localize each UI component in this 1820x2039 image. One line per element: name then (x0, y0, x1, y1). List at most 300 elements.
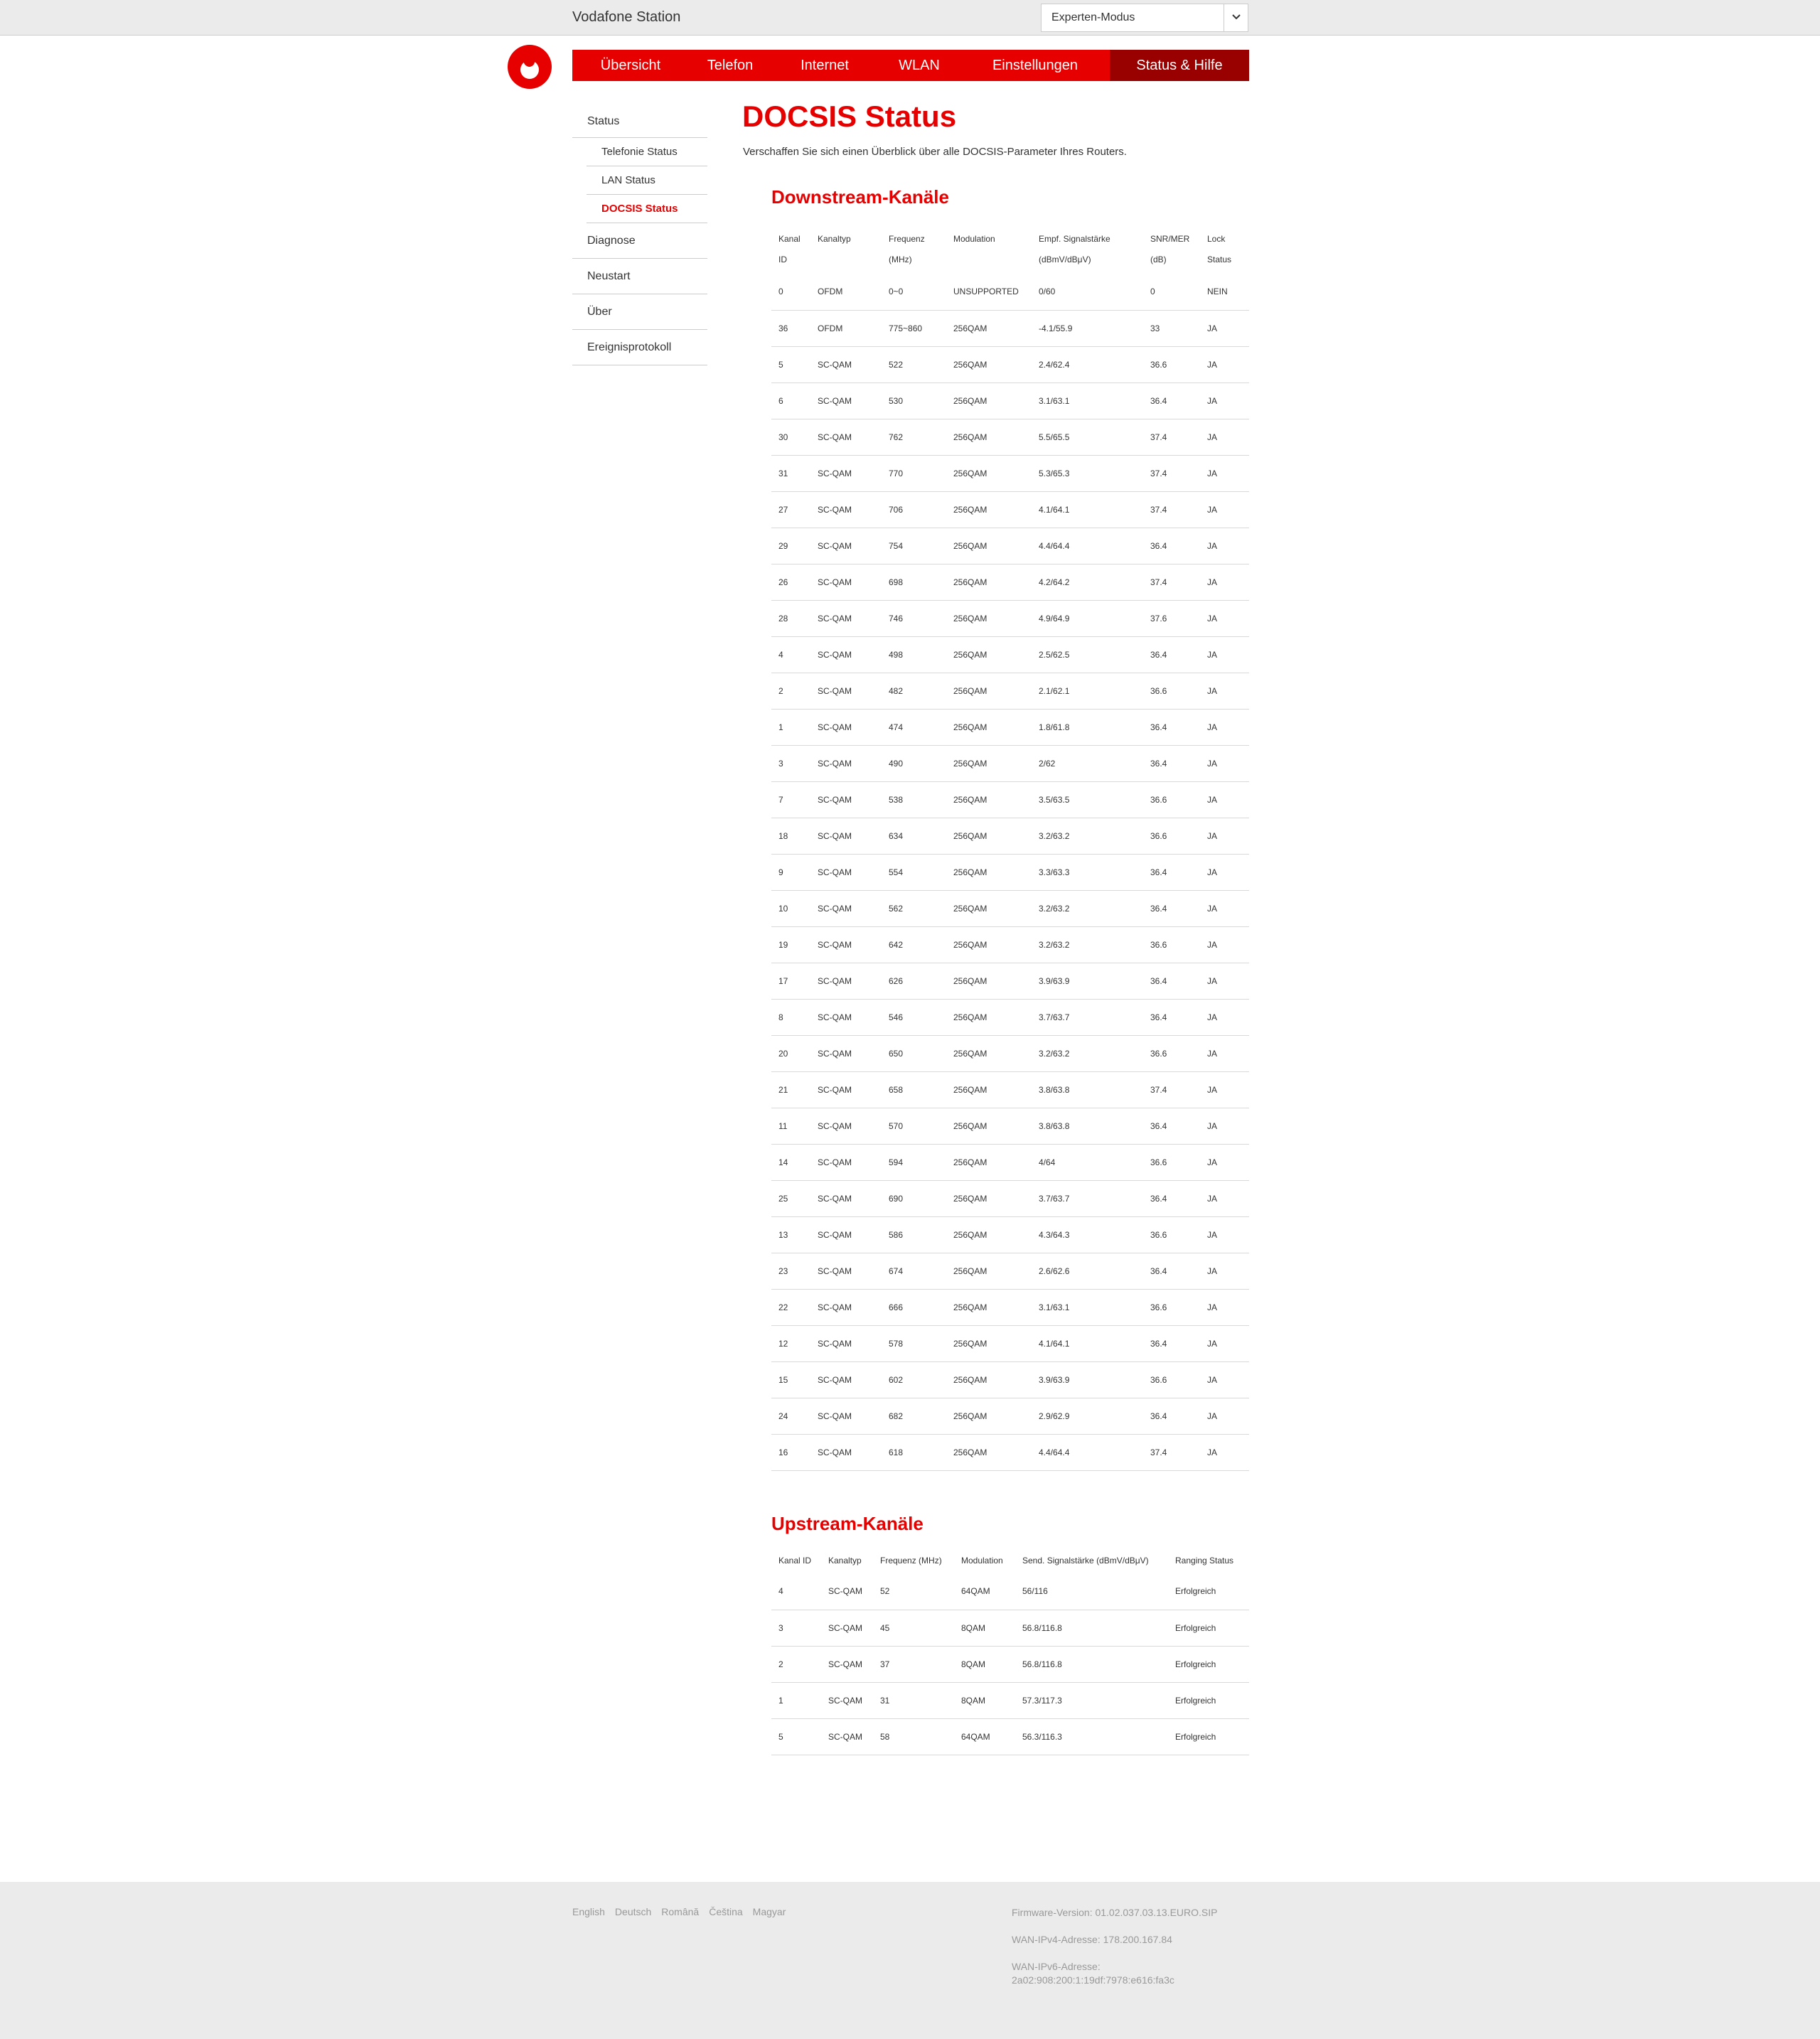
upstream-cell: 64QAM (954, 1573, 1015, 1610)
downstream-cell: JA (1200, 1144, 1249, 1180)
downstream-cell: 36.4 (1143, 854, 1200, 890)
downstream-row (771, 781, 1249, 818)
downstream-cell: 27 (771, 491, 810, 528)
header-line (953, 250, 1032, 270)
upstream-cell: 31 (873, 1682, 954, 1718)
app-title: Vodafone Station (572, 9, 681, 25)
header-line: ID (778, 255, 787, 264)
upstream-header-cell: Kanal ID (778, 1555, 812, 1566)
header-line: Kanal (778, 234, 801, 244)
downstream-cell: JA (1200, 1180, 1249, 1216)
downstream-cell: 4 (771, 636, 810, 673)
downstream-row (771, 1434, 1249, 1470)
downstream-cell: 3.2/63.2 (1032, 926, 1143, 963)
chevron-down-icon (1231, 14, 1241, 21)
downstream-cell: 2.9/62.9 (1032, 1398, 1143, 1434)
downstream-cell: SC-QAM (810, 1108, 882, 1144)
downstream-cell: 3.3/63.3 (1032, 854, 1143, 890)
vodafone-logo[interactable] (508, 45, 552, 89)
downstream-cell: JA (1200, 310, 1249, 346)
downstream-cell: JA (1200, 1398, 1249, 1434)
tab-internet[interactable]: Internet (801, 57, 849, 73)
downstream-cell: 4.3/64.3 (1032, 1216, 1143, 1253)
downstream-row (771, 1361, 1249, 1398)
language-link[interactable]: English (572, 1906, 605, 1917)
downstream-cell: SC-QAM (810, 999, 882, 1035)
downstream-cell: 4.4/64.4 (1032, 528, 1143, 564)
downstream-cell: SC-QAM (810, 419, 882, 455)
upstream-header-cell: Frequenz (MHz) (880, 1555, 942, 1566)
downstream-row (771, 310, 1249, 346)
downstream-cell: 490 (882, 745, 946, 781)
downstream-cell: SC-QAM (810, 455, 882, 491)
downstream-header-cell (1032, 225, 1143, 274)
downstream-cell: 256QAM (946, 709, 1032, 745)
upstream-row (771, 1718, 1249, 1755)
mode-select-toggle[interactable] (1224, 4, 1248, 31)
downstream-cell: 12 (771, 1325, 810, 1361)
downstream-cell: SC-QAM (810, 1253, 882, 1289)
downstream-cell: SC-QAM (810, 1434, 882, 1470)
sidebar (572, 105, 707, 365)
mode-select[interactable] (1041, 4, 1248, 32)
upstream-cell: SC-QAM (821, 1573, 873, 1610)
downstream-cell: SC-QAM (810, 346, 882, 382)
downstream-cell: 256QAM (946, 890, 1032, 926)
sidebar-item-neustart[interactable]: Neustart (572, 259, 707, 294)
downstream-cell: 256QAM (946, 419, 1032, 455)
sidebar-item-ueber[interactable]: Über (572, 294, 707, 330)
header-line (818, 250, 882, 270)
downstream-cell: 666 (882, 1289, 946, 1325)
sidebar-item-ereignisprotokoll[interactable]: Ereignisprotokoll (572, 330, 707, 365)
downstream-cell: 36.4 (1143, 528, 1200, 564)
downstream-cell: 618 (882, 1434, 946, 1470)
downstream-cell: 770 (882, 455, 946, 491)
sidebar-item-status[interactable]: Status (572, 105, 707, 138)
downstream-cell: 3.2/63.2 (1032, 1035, 1143, 1071)
downstream-cell: 36.6 (1143, 1035, 1200, 1071)
header-line: Lock (1207, 234, 1226, 244)
downstream-cell: 36.6 (1143, 1289, 1200, 1325)
upstream-cell: 8QAM (954, 1610, 1015, 1646)
downstream-cell: JA (1200, 745, 1249, 781)
page-description: Verschaffen Sie sich einen Überblick über alle DOCSIS-Parameter Ihres Routers. (743, 146, 1127, 158)
downstream-cell: 17 (771, 963, 810, 999)
upstream-cell: 1 (771, 1682, 821, 1718)
downstream-cell: 674 (882, 1253, 946, 1289)
downstream-cell: 22 (771, 1289, 810, 1325)
downstream-cell: 36.6 (1143, 926, 1200, 963)
downstream-cell: 37.4 (1143, 564, 1200, 600)
downstream-cell: 19 (771, 926, 810, 963)
downstream-cell: SC-QAM (810, 890, 882, 926)
sidebar-item-telefonie-status[interactable]: Telefonie Status (587, 138, 707, 166)
downstream-cell: JA (1200, 600, 1249, 636)
downstream-cell: 256QAM (946, 1289, 1032, 1325)
downstream-header-cell (946, 225, 1032, 274)
tab-uebersicht[interactable]: Übersicht (600, 57, 661, 73)
downstream-cell: 256QAM (946, 673, 1032, 709)
downstream-cell: 256QAM (946, 1216, 1032, 1253)
downstream-cell: 762 (882, 419, 946, 455)
downstream-cell: 7 (771, 781, 810, 818)
downstream-cell: 256QAM (946, 999, 1032, 1035)
downstream-cell: 3.8/63.8 (1032, 1071, 1143, 1108)
language-link[interactable]: Română (661, 1906, 700, 1917)
downstream-row (771, 926, 1249, 963)
upstream-cell: 56.3/116.3 (1015, 1718, 1168, 1755)
upstream-cell: SC-QAM (821, 1718, 873, 1755)
downstream-row (771, 564, 1249, 600)
downstream-cell: JA (1200, 455, 1249, 491)
downstream-cell: JA (1200, 999, 1249, 1035)
downstream-cell: 538 (882, 781, 946, 818)
downstream-cell: JA (1200, 818, 1249, 854)
downstream-cell: 18 (771, 818, 810, 854)
downstream-cell: SC-QAM (810, 854, 882, 890)
downstream-cell: 36.6 (1143, 781, 1200, 818)
downstream-cell: 3.7/63.7 (1032, 1180, 1143, 1216)
downstream-cell: 21 (771, 1071, 810, 1108)
downstream-cell: OFDM (810, 274, 882, 310)
downstream-cell: 36.6 (1143, 673, 1200, 709)
downstream-cell: SC-QAM (810, 1325, 882, 1361)
downstream-cell: 256QAM (946, 963, 1032, 999)
downstream-cell: SC-QAM (810, 1035, 882, 1071)
downstream-cell: 13 (771, 1216, 810, 1253)
upstream-cell: SC-QAM (821, 1610, 873, 1646)
downstream-row (771, 818, 1249, 854)
downstream-row (771, 600, 1249, 636)
downstream-cell: 602 (882, 1361, 946, 1398)
downstream-cell: 4.1/64.1 (1032, 491, 1143, 528)
upstream-cell: 3 (771, 1610, 821, 1646)
downstream-cell: 36.4 (1143, 1398, 1200, 1434)
downstream-cell: 698 (882, 564, 946, 600)
downstream-cell: 482 (882, 673, 946, 709)
header-line: SNR/MER (1150, 234, 1190, 244)
downstream-cell: 36 (771, 310, 810, 346)
upstream-header-cell: Modulation (961, 1555, 1003, 1566)
downstream-cell: 36.6 (1143, 1361, 1200, 1398)
language-link[interactable]: Deutsch (614, 1906, 652, 1917)
downstream-cell: 256QAM (946, 455, 1032, 491)
header-line: Frequenz (889, 234, 925, 244)
downstream-cell: JA (1200, 1289, 1249, 1325)
downstream-cell: 6 (771, 382, 810, 419)
downstream-row (771, 382, 1249, 419)
downstream-cell: 256QAM (946, 745, 1032, 781)
upstream-header-cell: Kanaltyp (828, 1555, 862, 1566)
downstream-cell: NEIN (1200, 274, 1249, 310)
downstream-cell: 0~0 (882, 274, 946, 310)
downstream-cell: JA (1200, 1216, 1249, 1253)
downstream-cell: JA (1200, 564, 1249, 600)
header-line: Modulation (953, 234, 995, 244)
downstream-cell: 642 (882, 926, 946, 963)
downstream-cell: 256QAM (946, 382, 1032, 419)
downstream-cell: SC-QAM (810, 1398, 882, 1434)
upstream-cell: Erfolgreich (1168, 1573, 1249, 1610)
upstream-cell: SC-QAM (821, 1646, 873, 1682)
downstream-cell: JA (1200, 781, 1249, 818)
downstream-cell: 690 (882, 1180, 946, 1216)
downstream-cell: 578 (882, 1325, 946, 1361)
downstream-header-cell (1143, 225, 1200, 274)
upstream-cell: 57.3/117.3 (1015, 1682, 1168, 1718)
downstream-row (771, 528, 1249, 564)
downstream-cell: 546 (882, 999, 946, 1035)
downstream-cell: 25 (771, 1180, 810, 1216)
upstream-cell: 4 (771, 1573, 821, 1610)
upstream-title: Upstream-Kanäle (771, 1513, 924, 1534)
upstream-header-row (771, 1548, 1249, 1573)
downstream-cell: JA (1200, 419, 1249, 455)
downstream-row (771, 890, 1249, 926)
wan-ipv6-label: WAN-IPv6-Adresse: (1012, 1961, 1101, 1972)
downstream-cell: SC-QAM (810, 818, 882, 854)
downstream-cell: JA (1200, 890, 1249, 926)
downstream-cell: 36.4 (1143, 1180, 1200, 1216)
downstream-cell: 1 (771, 709, 810, 745)
downstream-cell: 256QAM (946, 564, 1032, 600)
downstream-cell: JA (1200, 854, 1249, 890)
downstream-cell: JA (1200, 491, 1249, 528)
downstream-cell: 37.4 (1143, 419, 1200, 455)
downstream-cell: 20 (771, 1035, 810, 1071)
downstream-cell: 37.4 (1143, 1071, 1200, 1108)
downstream-cell: 256QAM (946, 1253, 1032, 1289)
language-link[interactable]: Magyar (752, 1906, 786, 1917)
downstream-cell: SC-QAM (810, 1180, 882, 1216)
downstream-cell: 23 (771, 1253, 810, 1289)
downstream-cell: 3 (771, 745, 810, 781)
downstream-cell: 706 (882, 491, 946, 528)
header-line: (dB) (1150, 255, 1167, 264)
downstream-cell: 36.6 (1143, 818, 1200, 854)
downstream-cell: 256QAM (946, 1035, 1032, 1071)
downstream-cell: 474 (882, 709, 946, 745)
downstream-cell: 256QAM (946, 310, 1032, 346)
downstream-cell: SC-QAM (810, 1361, 882, 1398)
downstream-cell: 2.1/62.1 (1032, 673, 1143, 709)
downstream-cell: 30 (771, 419, 810, 455)
downstream-cell: 256QAM (946, 636, 1032, 673)
downstream-row (771, 274, 1249, 310)
downstream-cell: 0/60 (1032, 274, 1143, 310)
downstream-header-cell (771, 225, 810, 274)
downstream-cell: JA (1200, 709, 1249, 745)
downstream-cell: 36.4 (1143, 890, 1200, 926)
downstream-cell: 650 (882, 1035, 946, 1071)
downstream-cell: 14 (771, 1144, 810, 1180)
downstream-cell: SC-QAM (810, 1216, 882, 1253)
downstream-header-cell (1200, 225, 1249, 274)
downstream-cell: 8 (771, 999, 810, 1035)
header-line: (dBmV/dBμV) (1039, 255, 1091, 264)
downstream-cell: 28 (771, 600, 810, 636)
language-links (572, 1906, 796, 1917)
downstream-cell: 256QAM (946, 1180, 1032, 1216)
downstream-cell: JA (1200, 1325, 1249, 1361)
downstream-cell: 11 (771, 1108, 810, 1144)
downstream-cell: SC-QAM (810, 1071, 882, 1108)
downstream-header-cell (810, 225, 882, 274)
downstream-cell: 0 (1143, 274, 1200, 310)
downstream-cell: 5.3/65.3 (1032, 455, 1143, 491)
wan-ipv6-address: 2a02:908:200:1:19df:7978:e616:fa3c (1012, 1974, 1174, 1986)
downstream-cell: 626 (882, 963, 946, 999)
downstream-cell: 634 (882, 818, 946, 854)
downstream-row (771, 1289, 1249, 1325)
downstream-cell: 570 (882, 1108, 946, 1144)
downstream-cell: 256QAM (946, 818, 1032, 854)
downstream-row (771, 709, 1249, 745)
downstream-cell: 754 (882, 528, 946, 564)
sidebar-item-docsis-status[interactable]: DOCSIS Status (587, 195, 707, 223)
upstream-cell: 56/116 (1015, 1573, 1168, 1610)
downstream-cell: 36.4 (1143, 745, 1200, 781)
downstream-cell: 1.8/61.8 (1032, 709, 1143, 745)
upstream-cell: 45 (873, 1610, 954, 1646)
downstream-cell: 256QAM (946, 1325, 1032, 1361)
downstream-cell: 498 (882, 636, 946, 673)
downstream-cell: 37.4 (1143, 455, 1200, 491)
main-nav (572, 50, 1249, 81)
downstream-cell: 256QAM (946, 926, 1032, 963)
downstream-cell: SC-QAM (810, 1144, 882, 1180)
downstream-cell: 36.4 (1143, 1325, 1200, 1361)
downstream-cell: SC-QAM (810, 745, 882, 781)
upstream-cell: 8QAM (954, 1682, 1015, 1718)
upstream-cell: 37 (873, 1646, 954, 1682)
downstream-cell: 2.4/62.4 (1032, 346, 1143, 382)
downstream-cell: 256QAM (946, 1071, 1032, 1108)
downstream-cell: 33 (1143, 310, 1200, 346)
upstream-cell: Erfolgreich (1168, 1682, 1249, 1718)
downstream-row (771, 854, 1249, 890)
firmware-version: Firmware-Version: 01.02.037.03.13.EURO.SIP (1012, 1907, 1218, 1918)
downstream-row (771, 1325, 1249, 1361)
downstream-table (771, 225, 1249, 1471)
downstream-cell: OFDM (810, 310, 882, 346)
downstream-cell: 29 (771, 528, 810, 564)
downstream-row (771, 1180, 1249, 1216)
downstream-cell: 256QAM (946, 1361, 1032, 1398)
mode-select-value: Experten-Modus (1051, 11, 1135, 23)
downstream-cell: 2.5/62.5 (1032, 636, 1143, 673)
downstream-cell: JA (1200, 1434, 1249, 1470)
tab-telefon[interactable]: Telefon (707, 57, 754, 73)
downstream-cell: 3.2/63.2 (1032, 818, 1143, 854)
header-line: (MHz) (889, 255, 912, 264)
downstream-cell: 256QAM (946, 1144, 1032, 1180)
downstream-cell: 37.4 (1143, 491, 1200, 528)
downstream-cell: 3.1/63.1 (1032, 1289, 1143, 1325)
downstream-cell: 37.4 (1143, 1434, 1200, 1470)
downstream-cell: 2.6/62.6 (1032, 1253, 1143, 1289)
upstream-row (771, 1646, 1249, 1682)
header-line: Status (1207, 255, 1232, 264)
downstream-cell: SC-QAM (810, 636, 882, 673)
header-line: Empf. Signalstärke (1039, 234, 1110, 244)
upstream-cell: SC-QAM (821, 1682, 873, 1718)
downstream-cell: 4.9/64.9 (1032, 600, 1143, 636)
downstream-cell: 658 (882, 1071, 946, 1108)
downstream-row (771, 346, 1249, 382)
downstream-cell: 256QAM (946, 528, 1032, 564)
upstream-cell: Erfolgreich (1168, 1646, 1249, 1682)
downstream-cell: 15 (771, 1361, 810, 1398)
downstream-cell: JA (1200, 1361, 1249, 1398)
downstream-cell: 3.9/63.9 (1032, 963, 1143, 999)
downstream-row (771, 1071, 1249, 1108)
downstream-cell: 36.4 (1143, 1108, 1200, 1144)
sidebar-item-lan-status[interactable]: LAN Status (587, 166, 707, 195)
downstream-cell: 256QAM (946, 781, 1032, 818)
tab-wlan[interactable]: WLAN (899, 57, 940, 73)
downstream-cell: JA (1200, 673, 1249, 709)
downstream-cell: 16 (771, 1434, 810, 1470)
downstream-cell: SC-QAM (810, 491, 882, 528)
downstream-row (771, 673, 1249, 709)
downstream-cell: 3.9/63.9 (1032, 1361, 1143, 1398)
downstream-cell: 36.4 (1143, 999, 1200, 1035)
downstream-cell: 36.6 (1143, 346, 1200, 382)
upstream-cell: 8QAM (954, 1646, 1015, 1682)
downstream-cell: 36.4 (1143, 382, 1200, 419)
downstream-cell: JA (1200, 1253, 1249, 1289)
tab-status-hilfe[interactable]: Status & Hilfe (1110, 50, 1249, 81)
downstream-cell: SC-QAM (810, 673, 882, 709)
downstream-cell: 3.2/63.2 (1032, 890, 1143, 926)
upstream-cell: Erfolgreich (1168, 1610, 1249, 1646)
downstream-cell: JA (1200, 636, 1249, 673)
downstream-cell: 36.6 (1143, 1144, 1200, 1180)
tab-einstellungen[interactable]: Einstellungen (992, 57, 1078, 73)
downstream-cell: 256QAM (946, 1108, 1032, 1144)
downstream-cell: SC-QAM (810, 382, 882, 419)
downstream-row (771, 999, 1249, 1035)
downstream-row (771, 1253, 1249, 1289)
downstream-cell: 26 (771, 564, 810, 600)
upstream-cell: 2 (771, 1646, 821, 1682)
downstream-cell: JA (1200, 1035, 1249, 1071)
downstream-cell: 554 (882, 854, 946, 890)
upstream-row (771, 1573, 1249, 1610)
downstream-row (771, 1108, 1249, 1144)
sidebar-item-diagnose[interactable]: Diagnose (572, 223, 707, 259)
downstream-cell: SC-QAM (810, 564, 882, 600)
upstream-header-cell: Ranging Status (1175, 1555, 1234, 1566)
downstream-cell: 31 (771, 455, 810, 491)
downstream-cell: 36.4 (1143, 709, 1200, 745)
upstream-row (771, 1682, 1249, 1718)
page-title: DOCSIS Status (742, 100, 957, 133)
downstream-cell: 0 (771, 274, 810, 310)
downstream-cell: 4/64 (1032, 1144, 1143, 1180)
downstream-row (771, 1035, 1249, 1071)
downstream-cell: -4.1/55.9 (1032, 310, 1143, 346)
downstream-row (771, 455, 1249, 491)
downstream-cell: 2/62 (1032, 745, 1143, 781)
downstream-row (771, 1144, 1249, 1180)
downstream-cell: 3.1/63.1 (1032, 382, 1143, 419)
upstream-table (771, 1548, 1249, 1755)
language-link[interactable]: Čeština (709, 1906, 743, 1917)
downstream-cell: 256QAM (946, 1434, 1032, 1470)
